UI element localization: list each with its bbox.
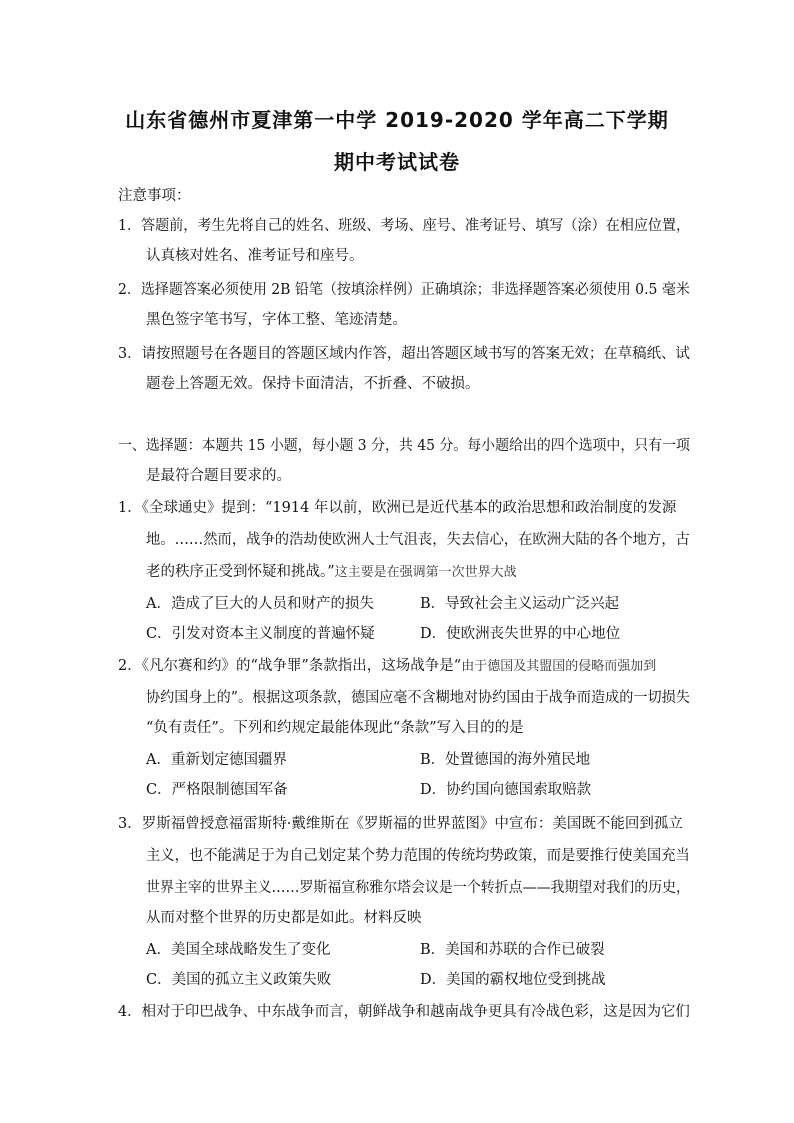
notice-item-2-cont: 黑色签字笔书写，字体工整、笔迹清楚。 xyxy=(146,312,407,328)
q3-stem-line2: 主义，也不能满足于为自己划定某个势力范围的传统均势政策，而是要推行使美国充当 xyxy=(146,848,690,864)
q1-quote-end: 老的秩序正受到怀疑和挑战。” xyxy=(146,564,335,580)
q3-stem-line1: 3．罗斯福曾授意福雷斯特·戴维斯在《罗斯福的世界蓝图》中宣布：美国既不能回到孤立 xyxy=(118,816,683,832)
q3-stem-line4: 从而对整个世界的历史都是如此。材料反映 xyxy=(146,910,422,926)
q1-option-c: C．引发对资本主义制度的普遍怀疑 xyxy=(146,626,375,642)
q3-stem-line3: 世界主宰的世界主义……罗斯福宣称雅尔塔会议是一个转折点——我期望对我们的历史， xyxy=(146,880,691,896)
q1-option-b: B．导致社会主义运动广泛兴起 xyxy=(420,596,620,612)
q2-stem-line3: “负有责任”。下列和约规定最能体现此“条款”写入目的的是 xyxy=(146,720,524,736)
notice-item-1: 1．答题前，考生先将自己的姓名、班级、考场、座号、准考证号、填写（涂）在相应位置， xyxy=(118,218,691,234)
q1-stem-line1: 1．《全球通史》提到：“1914 年以前，欧洲已是近代基本的政治思想和政治制度的发源 xyxy=(118,500,677,516)
notice-item-2: 2．选择题答案必须使用 2B 铅笔（按填涂样例）正确填涂；非选择题答案必须使用 0.5 毫米 xyxy=(118,282,690,298)
q3-option-b: B．美国和苏联的合作已破裂 xyxy=(420,942,605,958)
notice-heading: 注意事项： xyxy=(118,188,191,204)
q2-stem-line2: 协约国身上的”。根据这项条款，德国应毫不含糊地对协约国由于战争而造成的一切损失 xyxy=(146,690,690,706)
q3-option-c: C．美国的孤立主义政策失败 xyxy=(146,972,332,988)
q2-stem-b: 由于德国及其盟国的侵略而强加到 xyxy=(461,659,657,674)
q2-option-d: D．协约国向德国索取赔款 xyxy=(420,782,592,798)
q1-stem-line2: 地。……然而，战争的浩劫使欧洲人士气沮丧，失去信心，在欧洲大陆的各个地方，古 xyxy=(146,532,690,548)
notice-item-3-cont: 题卷上答题无效。保持卡面清洁，不折叠、不破损。 xyxy=(146,376,480,392)
notice-item-1-cont: 认真核对姓名、准考证号和座号。 xyxy=(146,248,364,264)
q3-option-a: A．美国全球战略发生了变化 xyxy=(146,942,331,958)
q1-option-d: D．使欧洲丧失世界的中心地位 xyxy=(420,626,621,642)
q1-option-a: A．造成了巨大的人员和财产的损失 xyxy=(146,596,374,612)
q2-stem-line1 xyxy=(118,656,656,677)
section-heading: 一、选择题：本题共 15 小题，每小题 3 分，共 45 分。每小题给出的四个选项中，只有一项 xyxy=(118,438,690,454)
q2-option-a: A．重新划定德国疆界 xyxy=(146,752,287,768)
section-heading-cont: 是最符合题目要求的。 xyxy=(146,468,291,484)
q2-option-c: C．严格限制德国军备 xyxy=(146,782,288,798)
q3-option-d: D．美国的霸权地位受到挑战 xyxy=(420,972,606,988)
q1-stem-line3 xyxy=(146,562,517,583)
q2-stem-a: 2．《凡尔赛和约》的“战争罪”条款指出，这场战争是“ xyxy=(118,658,462,674)
exam-subtitle: 期中考试试卷 xyxy=(334,150,460,174)
q1-question: 这主要是在强调第一次世界大战 xyxy=(334,565,517,580)
notice-item-3: 3．请按照题号在各题目的答题区域内作答，超出答题区域书写的答案无效；在草稿纸、试 xyxy=(118,346,690,362)
exam-title: 山东省德州市夏津第一中学 2019-2020 学年高二下学期 xyxy=(125,108,669,132)
q4-stem-line1: 4．相对于印巴战争、中东战争而言，朝鲜战争和越南战争更具有冷战色彩，这是因为它们 xyxy=(118,1004,690,1020)
q2-option-b: B．处置德国的海外殖民地 xyxy=(420,752,591,768)
